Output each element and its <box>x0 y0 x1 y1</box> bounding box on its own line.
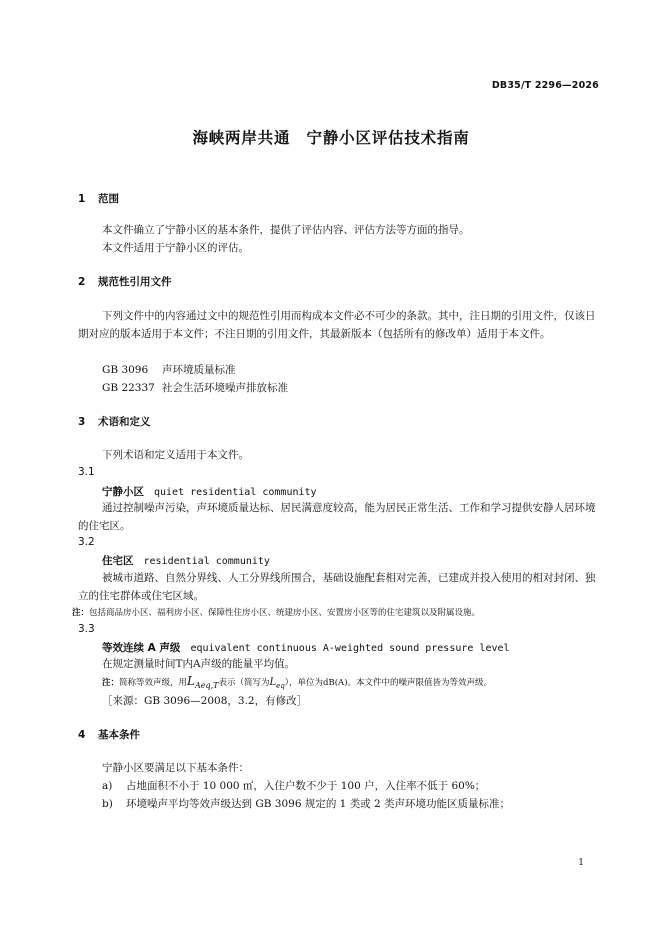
paragraph: 宁静小区要满足以下基本条件： <box>102 762 249 774</box>
term-entry <box>102 640 510 655</box>
paragraph: 本文件适用于宁静小区的评估。 <box>102 242 249 254</box>
document-title: 海峡两岸共通 宁静小区评估技术指南 <box>192 129 470 147</box>
page-number: 1 <box>578 858 584 868</box>
list-item <box>102 796 510 811</box>
term-entry <box>102 484 317 499</box>
term-definition: 在规定测量时间T内A声级的能量平均值。 <box>102 658 296 670</box>
term-entry <box>102 553 270 568</box>
section-number: 1 <box>78 193 86 205</box>
section-title: 术语和定义 <box>98 416 151 428</box>
note-text: 包括商品房小区、福利房小区、保障性住房小区、统建房小区、安置房小区等的住宅建筑以及附属设施。 <box>89 608 481 618</box>
paragraph: 下列术语和定义适用于本文件。 <box>102 449 249 461</box>
symbol-leq: $L_{eq}$ <box>269 677 285 690</box>
paragraph: 本文件确立了宁静小区的基本条件，提供了评估内容、评估方法等方面的指导。 <box>102 224 470 236</box>
normative-reference <box>102 380 288 395</box>
term-english: equivalent continuous A-weighted sound pressure level <box>190 643 510 654</box>
list-item <box>102 778 485 793</box>
term-number: 3.2 <box>78 536 95 548</box>
note <box>102 674 492 690</box>
section-4-heading <box>78 727 140 742</box>
list-text: 占地面积不小于 10 000 ㎡，入住户数不少于 100 户，入住率不低于 60%； <box>126 780 486 792</box>
term-number: 3.1 <box>78 466 95 478</box>
note <box>72 606 480 618</box>
paragraph: 下列文件中的内容通过文中的规范性引用而构成本文件必不可少的条款。其中，注日期的引用文件，仅该日期对应的版本适用于本文件；不注日期的引用文件，其最新版本（包括所有的修改单）适用于本文件。 <box>78 310 596 340</box>
section-title: 基本条件 <box>98 729 140 741</box>
term-chinese: 等效连续 A 声级 <box>102 642 181 654</box>
normative-reference <box>102 362 236 377</box>
symbol-laeqt: $L_{Aeq,T}$ <box>187 674 219 690</box>
term-english: residential community <box>143 556 270 567</box>
term-chinese: 住宅区 <box>102 555 134 567</box>
note-label: 注： <box>102 678 120 688</box>
section-3-heading <box>78 414 151 429</box>
section-2-heading <box>78 274 172 289</box>
list-marker: a) <box>102 780 113 792</box>
term-english: quiet residential community <box>154 487 317 498</box>
section-number: 4 <box>78 729 86 741</box>
note-text: 表示（简写为 <box>218 678 270 688</box>
section-title: 范围 <box>98 193 119 205</box>
term-number: 3.3 <box>78 623 95 635</box>
source-citation: ［来源：GB 3096—2008，3.2，有修改］ <box>102 695 308 707</box>
list-marker: b) <box>102 798 113 810</box>
section-number: 3 <box>78 416 86 428</box>
note-label: 注： <box>72 608 90 618</box>
reference-code: GB 22337 <box>102 382 155 394</box>
reference-code: GB 3096 <box>102 364 149 376</box>
standard-number: DB35/T 2296—2026 <box>491 80 599 91</box>
section-1-heading <box>78 191 119 206</box>
section-title: 规范性引用文件 <box>98 276 172 288</box>
reference-title: 社会生活环境噪声排放标准 <box>162 382 288 394</box>
section-number: 2 <box>78 276 86 288</box>
note-text: ），单位为dB(A)。本文件中的噪声限值皆为等效声级。 <box>284 678 493 688</box>
reference-title: 声环境质量标准 <box>162 364 236 376</box>
term-chinese: 宁静小区 <box>102 486 144 498</box>
term-definition: 通过控制噪声污染，声环境质量达标、居民满意度较高，能为居民正常生活、工作和学习提供安静人居环境的住宅区。 <box>78 502 596 532</box>
term-definition: 被城市道路、自然分界线、人工分界线所围合，基础设施配套相对完善，已建成并投入使用的相对封闭、独立的住宅群体或住宅区域。 <box>78 572 596 602</box>
note-text: 简称等效声级，用 <box>119 678 188 688</box>
list-text: 环境噪声平均等效声级达到 GB 3096 规定的 1 类或 2 类声环境功能区质量标准； <box>126 798 511 810</box>
